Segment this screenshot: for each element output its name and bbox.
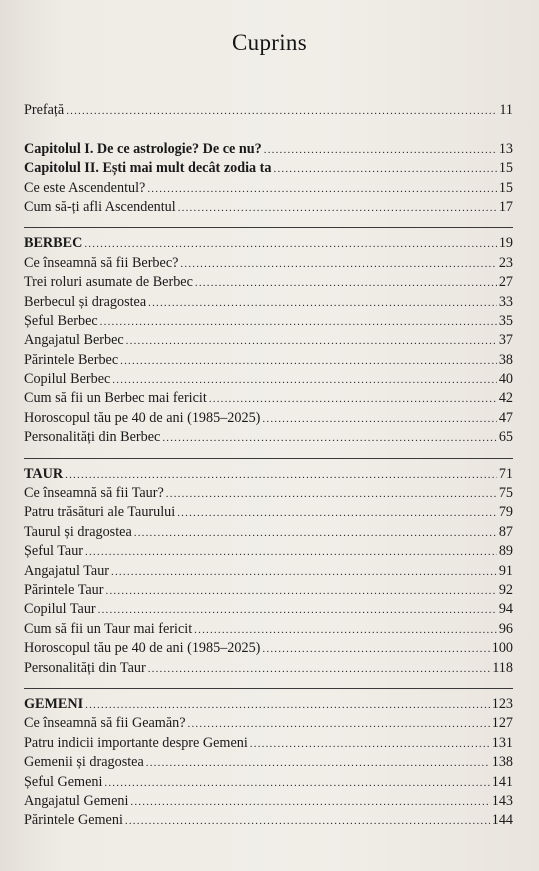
entry-page-number: 13 — [498, 140, 513, 157]
entry-label: Șeful Gemeni — [24, 773, 103, 790]
entry-label: Părintele Gemeni — [24, 812, 123, 829]
entry-label: Cum să-ți afli Ascendentul — [24, 198, 176, 215]
toc-entry — [24, 581, 513, 600]
dot-leader — [147, 180, 496, 199]
dot-leader — [84, 235, 496, 254]
entry-label: Berbecul și dragostea — [24, 293, 147, 310]
dot-leader — [194, 621, 497, 640]
entry-label: Patru indicii importante despre Gemeni — [24, 734, 248, 751]
section-divider — [24, 458, 513, 459]
entry-label: GEMENI — [24, 695, 84, 712]
entry-page-number: 47 — [498, 409, 513, 426]
dot-leader — [106, 582, 497, 601]
toc-entry — [24, 811, 513, 830]
dot-leader — [126, 332, 497, 351]
entry-label: TAUR — [24, 465, 64, 482]
section-heading — [24, 465, 513, 484]
dot-leader — [264, 141, 497, 160]
dot-leader — [134, 524, 497, 543]
dot-leader — [188, 715, 490, 734]
toc-entry — [24, 753, 513, 772]
toc-entry — [24, 293, 513, 312]
entry-label: Personalități din Berbec — [24, 429, 161, 446]
entry-page-number: 141 — [491, 773, 513, 790]
entry-page-number: 131 — [491, 734, 513, 751]
dot-leader — [274, 160, 497, 179]
entry-page-number: 23 — [498, 254, 513, 271]
page-title: Cuprins — [232, 30, 307, 55]
entry-page-number: 92 — [498, 581, 513, 598]
toc-entry — [24, 409, 513, 428]
entry-page-number: 96 — [498, 620, 513, 637]
toc-entry — [24, 542, 513, 561]
entry-page-number: 143 — [491, 792, 513, 809]
entry-page-number: 79 — [498, 504, 513, 521]
toc-entry — [24, 659, 513, 678]
toc-entry — [24, 254, 513, 273]
toc-entry — [24, 198, 513, 217]
dot-leader — [177, 504, 497, 523]
entry-label: Angajatul Berbec — [24, 332, 124, 349]
entry-page-number: 27 — [498, 274, 513, 291]
entry-label: Părintele Berbec — [24, 351, 119, 368]
dot-leader — [100, 313, 497, 332]
entry-label: Patru trăsături ale Taurului — [24, 504, 176, 521]
toc-entry — [24, 273, 513, 292]
dot-leader — [85, 543, 497, 562]
entry-label: Angajatul Gemeni — [24, 792, 129, 809]
toc-entry — [24, 179, 513, 198]
entry-label: Horoscopul tău pe 40 de ani (1985–2025) — [24, 640, 261, 657]
entry-page-number: 75 — [498, 485, 513, 502]
entry-label: Părintele Taur — [24, 581, 104, 598]
toc-entry — [24, 792, 513, 811]
dot-leader — [85, 696, 490, 715]
toc-entry — [24, 523, 513, 542]
dot-leader — [166, 485, 497, 504]
toc-entry — [24, 312, 513, 331]
dot-leader — [65, 466, 497, 485]
dot-leader — [104, 774, 489, 793]
section-divider — [24, 227, 513, 228]
dot-leader — [148, 294, 497, 313]
table-of-contents — [24, 101, 513, 831]
dot-leader — [112, 371, 497, 390]
dot-leader — [98, 601, 497, 620]
toc-entry — [24, 639, 513, 658]
entry-page-number: 144 — [491, 812, 513, 829]
dot-leader — [148, 660, 491, 679]
entry-label: Șeful Taur — [24, 543, 84, 560]
entry-label: Șeful Berbec — [24, 312, 98, 329]
toc-entry — [24, 734, 513, 753]
toc-entry — [24, 484, 513, 503]
entry-label: Ce înseamnă să fii Berbec? — [24, 254, 179, 271]
entry-page-number: 65 — [498, 429, 513, 446]
entry-label: Angajatul Taur — [24, 562, 110, 579]
entry-page-number: 118 — [492, 659, 513, 676]
section-heading — [24, 695, 513, 714]
entry-page-number: 15 — [498, 160, 513, 177]
entry-label: Cum să fii un Berbec mai fericit — [24, 390, 207, 407]
entry-page-number: 40 — [498, 371, 513, 388]
section-heading — [24, 234, 513, 253]
entry-page-number: 138 — [491, 754, 513, 771]
dot-leader — [178, 199, 497, 218]
entry-page-number: 100 — [491, 640, 513, 657]
entry-label: BERBEC — [24, 235, 83, 252]
toc-entry — [24, 562, 513, 581]
entry-page-number: 87 — [498, 523, 513, 540]
entry-page-number: 89 — [498, 543, 513, 560]
dot-leader — [120, 352, 497, 371]
entry-label: Ce înseamnă să fii Geamăn? — [24, 715, 186, 732]
entry-label: Horoscopul tău pe 40 de ani (1985–2025) — [24, 409, 261, 426]
chapter-entry — [24, 140, 513, 159]
dot-leader — [262, 640, 489, 659]
toc-entry — [24, 351, 513, 370]
entry-page-number: 11 — [499, 102, 513, 118]
entry-label: Copilul Taur — [24, 601, 96, 618]
toc-entry — [24, 600, 513, 619]
dot-leader — [209, 390, 497, 409]
entry-page-number: 71 — [498, 465, 513, 482]
toc-entry — [24, 620, 513, 639]
dot-leader — [130, 793, 489, 812]
entry-label: Taurul și dragostea — [24, 523, 132, 540]
entry-page-number: 42 — [498, 390, 513, 407]
entry-label: Prefață — [24, 102, 65, 118]
toc-entry — [24, 503, 513, 522]
chapter-entry — [24, 159, 513, 178]
toc-entry — [24, 370, 513, 389]
toc-entry — [24, 773, 513, 792]
dot-leader — [66, 102, 497, 121]
entry-label: Ce este Ascendentul? — [24, 179, 146, 196]
entry-label: Gemenii și dragostea — [24, 754, 144, 771]
entry-page-number: 38 — [498, 351, 513, 368]
entry-page-number: 37 — [498, 332, 513, 349]
dot-leader — [162, 429, 496, 448]
dot-leader — [125, 812, 490, 831]
dot-leader — [262, 410, 496, 429]
entry-page-number: 127 — [491, 715, 513, 732]
entry-page-number: 33 — [498, 293, 513, 310]
section-divider — [24, 688, 513, 689]
toc-entry — [24, 331, 513, 350]
entry-label: Personalități din Taur — [24, 659, 146, 676]
entry-page-number: 19 — [498, 235, 513, 252]
dot-leader — [180, 255, 496, 274]
entry-label: Capitolul I. De ce astrologie? De ce nu? — [24, 140, 262, 157]
toc-entry — [24, 428, 513, 447]
entry-page-number: 123 — [491, 695, 513, 712]
entry-page-number: 17 — [498, 198, 513, 215]
entry-page-number: 94 — [498, 601, 513, 618]
entry-label: Capitolul II. Ești mai mult decât zodia ta — [24, 160, 272, 177]
dot-leader — [146, 754, 490, 773]
dot-leader — [195, 274, 497, 293]
toc-entry — [24, 714, 513, 733]
entry-label: Copilul Berbec — [24, 371, 111, 388]
entry-page-number: 15 — [498, 179, 513, 196]
entry-label: Ce înseamnă să fii Taur? — [24, 485, 164, 502]
entry-page-number: 91 — [498, 562, 513, 579]
entry-page-number: 35 — [498, 312, 513, 329]
entry-label: Cum să fii un Taur mai fericit — [24, 620, 193, 637]
dot-leader — [250, 735, 490, 754]
toc-entry — [24, 101, 513, 120]
toc-entry — [24, 389, 513, 408]
dot-leader — [111, 563, 497, 582]
entry-label: Trei roluri asumate de Berbec — [24, 274, 193, 291]
